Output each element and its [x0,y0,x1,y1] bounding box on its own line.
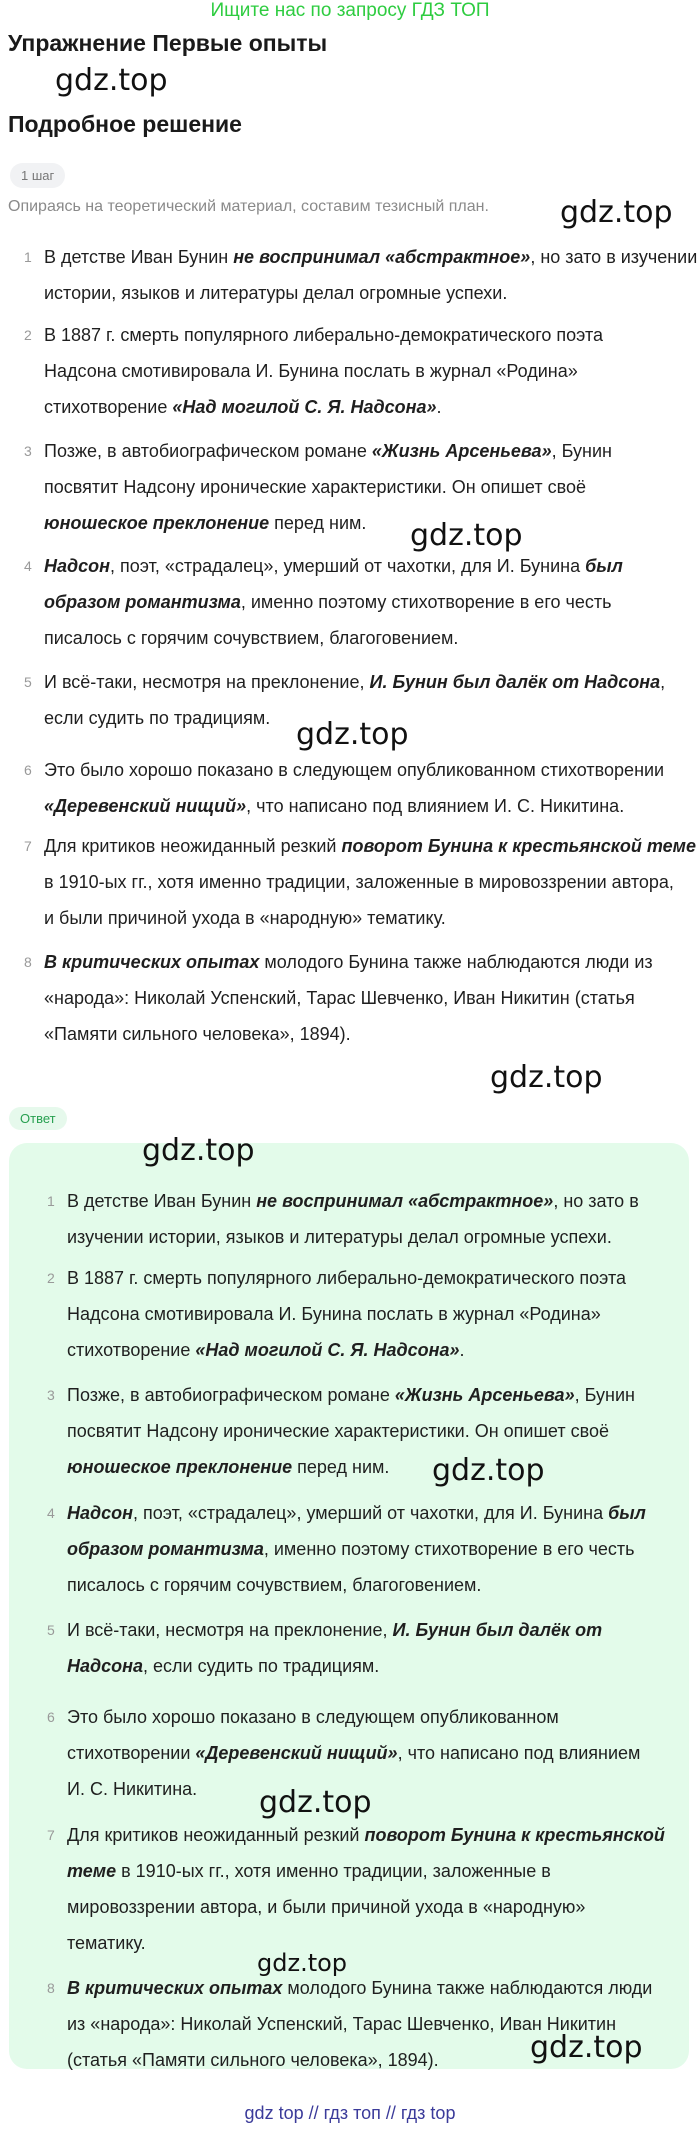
item-line [67,1413,635,1449]
emphasis-text: Надсон [67,1503,134,1523]
item-text: посвятит Надсону ироничеcкие характеристики. Он опишет своё [44,477,586,497]
list-item [24,548,623,656]
list-item [47,1817,665,1961]
item-text: молодого Бунина также наблюдаются люди [282,1978,653,1998]
top-banner[interactable]: Ищите нас по запросу ГДЗ ТОП [210,0,490,21]
item-line [67,1296,626,1332]
item-line [67,1735,640,1771]
item-text: , Бунин [574,1385,635,1405]
item-text: посвятит Надсону ироничеcкие характеристики. Он опишет своё [67,1421,609,1441]
emphasis-text: В критических опытах [67,1978,283,1998]
item-text: И всё-таки, несмотря на преклонение, [44,672,370,692]
item-text: Позже, в автобиографическом романе [44,441,372,461]
list-item [24,317,604,425]
item-line [67,1219,639,1255]
item-text: , [660,672,666,692]
emphasis-text: «Над могилой С. Я. Надсона» [172,397,437,417]
item-text: , именно поэтому стихотворение в его честь [240,592,612,612]
item-line [44,828,696,864]
list-item [47,1377,635,1485]
item-number: 3 [47,1387,55,1403]
emphasis-text: был [585,556,623,576]
solution-heading: Подробное решение [8,111,242,137]
watermark: gdz.top [490,1060,603,1095]
item-text: Надсона смотивировала И. Бунина послать в журнал «Родина» [44,361,578,381]
item-line [44,584,623,620]
emphasis-text: И. Бунин был далёк от Надсона [369,672,661,692]
item-text: «народа»: Николай Успенский, Тарас Шевченко, Иван Никитин (статья [44,988,635,1008]
item-text: , поэт, «страдалец», умерший от чахотки, для И. Бунина [133,1503,609,1523]
item-line [44,664,665,700]
emphasis-text: образом романтизма [44,592,241,612]
list-item [47,1260,627,1368]
watermark: gdz.top [55,63,168,98]
list-item [47,1183,639,1255]
emphasis-text: «Жизнь Арсеньева» [394,1385,575,1405]
item-line [67,1817,665,1853]
item-text: и были причиной ухода в «народную» тематику. [44,908,446,928]
item-text: молодого Бунина также наблюдаются люди из [259,952,653,972]
emphasis-text: В критических опытах [44,952,260,972]
item-text: . [436,397,442,417]
item-line [67,1648,602,1684]
page-title: Упражнение Первые опыты [8,30,328,56]
item-text: , если судить по традициям. [143,1656,380,1676]
emphasis-text: поворот Бунина к крестьянской теме [341,836,697,856]
item-text: , но зато в изучении [530,247,698,267]
item-line [44,239,697,275]
watermark: gdz.top [530,2030,643,2065]
item-line [44,469,612,505]
item-number: 1 [24,249,32,265]
emphasis-text: «Деревенский нищий» [195,1743,398,1763]
item-number: 6 [24,762,32,778]
item-line [44,900,696,936]
item-text: писалось с горячим сочувствием, благоговением. [44,628,459,648]
item-line [44,980,653,1016]
item-line [67,1925,665,1961]
item-text: В детстве Иван Бунин [67,1191,257,1211]
watermark: gdz.top [142,1133,255,1168]
item-line [67,1377,635,1413]
list-item [24,239,698,311]
item-line [67,1531,646,1567]
item-text: , поэт, «страдалец», умерший от чахотки, для И. Бунина [110,556,586,576]
answer-badge: Ответ [9,1107,67,1130]
item-line [67,1853,665,1889]
step-badge: 1 шаг [10,163,65,188]
item-text: , что написано под влиянием [397,1743,641,1763]
item-line [67,1332,626,1368]
item-line [44,620,623,656]
item-text: Для критиков неожиданный резкий [67,1825,365,1845]
item-text: мировоззрении автора, и были причиной ухода в «народную» [67,1897,586,1917]
list-item [47,1495,646,1603]
item-line [44,353,603,389]
list-item [24,828,697,936]
item-number: 6 [47,1709,55,1725]
list-item [24,752,665,824]
item-text: , именно поэтому стихотворение в его честь [263,1539,635,1559]
item-text: тематику. [67,1933,146,1953]
item-line [44,275,697,311]
item-line [67,1449,635,1485]
emphasis-text: Надсона [67,1656,144,1676]
emphasis-text: образом романтизма [67,1539,264,1559]
emphasis-text: юношеское преклонение [44,513,270,533]
item-line [44,1016,653,1052]
watermark: gdz.top [296,717,409,752]
item-line [44,944,653,980]
item-number: 7 [47,1827,55,1843]
watermark: gdz.top [432,1453,545,1488]
emphasis-text: «Деревенский нищий» [44,796,247,816]
watermark: gdz.top [560,195,673,230]
item-number: 4 [47,1505,55,1521]
emphasis-text: теме [67,1861,117,1881]
emphasis-text: Надсон [44,556,111,576]
item-number: 8 [24,954,32,970]
watermark: gdz.top [410,518,523,553]
emphasis-text: не воспринимал «абстрактное» [233,247,531,267]
item-text: Позже, в автобиографическом романе [67,1385,395,1405]
item-text: . [459,1340,465,1360]
item-line [67,1889,665,1925]
emphasis-text: «Над могилой С. Я. Надсона» [195,1340,460,1360]
item-number: 7 [24,838,32,854]
item-number: 1 [47,1193,55,1209]
item-line [67,1612,602,1648]
item-text: перед ним. [292,1457,390,1477]
item-number: 2 [47,1270,55,1286]
list-item [24,433,612,541]
item-text: И всё-таки, несмотря на преклонение, [67,1620,393,1640]
item-text: в 1910-ых гг., хотя именно традиции, заложенные в мировоззрении автора, [44,872,674,892]
item-text: И. С. Никитина. [67,1779,198,1799]
item-text: стихотворение [44,397,173,417]
item-text: стихотворение [67,1340,196,1360]
item-line [44,317,603,353]
list-item [47,1612,603,1684]
item-text: , но зато в [553,1191,639,1211]
list-item [24,944,653,1052]
item-line [44,788,664,824]
item-number: 4 [24,558,32,574]
emphasis-text: поворот Бунина к крестьянской [364,1825,665,1845]
watermark: gdz.top [259,1785,372,1820]
item-number: 5 [24,674,32,690]
bottom-links[interactable]: gdz top // гдз топ // гдз top [244,2103,456,2123]
item-text: стихотворении [67,1743,196,1763]
emphasis-text: юношеское преклонение [67,1457,293,1477]
item-text: изучении истории, языков и литературы делал огромные успехи. [67,1227,612,1247]
item-line [67,1699,640,1735]
item-text: В 1887 г. смерть популярного либерально-демократического поэта [44,325,604,345]
item-number: 8 [47,1980,55,1996]
item-line [67,1970,652,2006]
item-line [44,389,603,425]
emphasis-text: «Жизнь Арсеньева» [371,441,552,461]
item-text: В 1887 г. смерть популярного либерально-демократического поэта [67,1268,627,1288]
item-number: 3 [24,443,32,459]
item-text: , Бунин [551,441,612,461]
item-text: Это было хорошо показано в следующем опубликованном [67,1707,559,1727]
item-text: «Памяти сильного человека», 1894). [44,1024,351,1044]
emphasis-text: И. Бунин был далёк от [392,1620,603,1640]
emphasis-text: был [608,1503,646,1523]
item-line [67,1183,639,1219]
item-line [67,1260,626,1296]
intro-text: Опираясь на теоретический материал, составим тезисный план. [8,198,489,215]
item-text: Для критиков неожиданный резкий [44,836,342,856]
item-line [44,548,623,584]
item-text: из «народа»: Николай Успенский, Тарас Шевченко, Иван Никитин [67,2014,617,2034]
item-text: В детстве Иван Бунин [44,247,234,267]
item-line [67,1567,646,1603]
item-line [44,864,696,900]
watermark: gdz.top [257,1949,348,1977]
item-line [44,433,612,469]
item-text: Надсона смотивировала И. Бунина послать в журнал «Родина» [67,1304,601,1324]
emphasis-text: не воспринимал «абстрактное» [256,1191,554,1211]
item-text: если судить по традициям. [44,708,271,728]
item-text: Это было хорошо показано в следующем опубликованном стихотворении [44,760,665,780]
item-line [67,1495,646,1531]
item-text: истории, языков и литературы делал огромные успехи. [44,283,508,303]
item-line [44,752,664,788]
item-text: писалось с горячим сочувствием, благоговением. [67,1575,482,1595]
item-number: 5 [47,1622,55,1638]
item-text: , что написано под влиянием И. С. Никитина. [246,796,625,816]
item-text: перед ним. [269,513,367,533]
item-line [44,505,612,541]
item-text: (статья «Памяти сильного человека», 1894). [67,2050,439,2070]
item-text: в 1910-ых гг., хотя именно традиции, заложенные в [116,1861,551,1881]
item-number: 2 [24,327,32,343]
